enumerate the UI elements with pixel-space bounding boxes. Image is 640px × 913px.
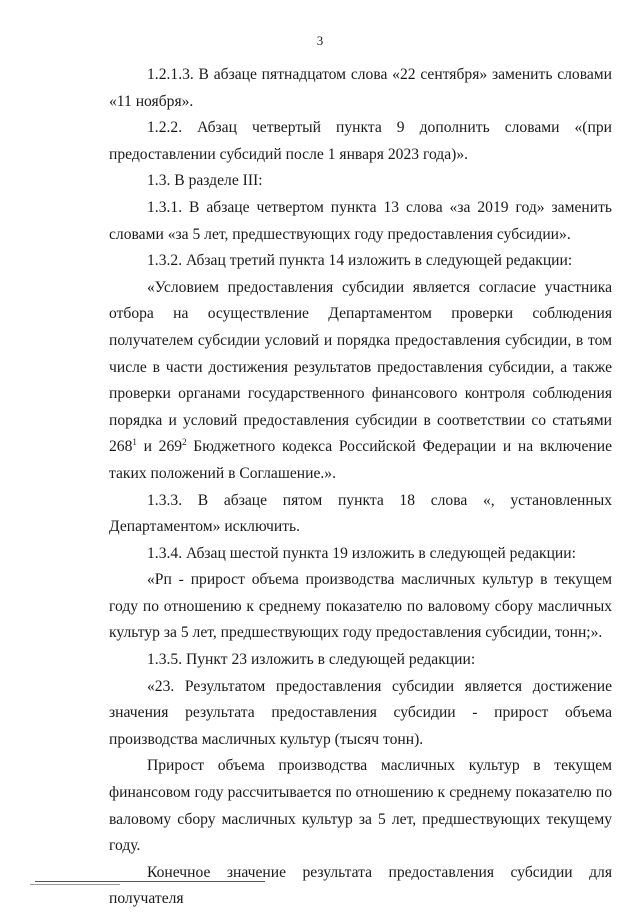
- paragraph-1-2-1-3: 1.2.1.3. В абзаце пятнадцатом слова «22 сентября» заменить словами «11 ноября».: [109, 66, 612, 110]
- paragraph-1-3-4: 1.3.4. Абзац шестой пункта 19 изложить в следующей редакции:: [147, 544, 576, 562]
- paragraph-1-3: 1.3. В разделе III:: [147, 172, 263, 190]
- paragraph-growth-calculation: Прирост объема производства масличных культур в текущем финансовом году рассчитывается по отношению к среднему показателю по валовому сбору масличных культур за 5 лет, предшествующих текущему году.: [109, 757, 612, 855]
- article-268-superscript: 1: [132, 437, 137, 448]
- footer-rule-faint: [30, 884, 120, 885]
- footer-rule: [35, 881, 265, 882]
- paragraph-quoted-rp: «Рп - прирост объема производства масличных культур в текущем году по отношению к среднему показателю по валовому сбору масличных культур за 5 лет, предшествующих году предоставления субсидии, тонн;».: [109, 571, 612, 642]
- quoted-condition-text-c: Бюджетного кодекса Российской Федерации и на включение таких положений в Соглашение.».: [109, 438, 612, 482]
- document-body: [109, 62, 612, 913]
- page-number: 3: [316, 33, 324, 48]
- paragraph-final-value: Конечное значение результата предоставления субсидии для получателя: [109, 863, 612, 908]
- paragraph-quoted-23: «23. Результатом предоставления субсидии является достижение значения результата предоставления субсидии - прирост объема производства масличных культур (тысяч тонн).: [109, 677, 612, 748]
- paragraph-1-3-3: 1.3.3. В абзаце пятом пункта 18 слова «, установленных Департаментом» исключить.: [109, 491, 612, 536]
- paragraph-1-2-2: 1.2.2. Абзац четвертый пункта 9 дополнить словами «(при предоставлении субсидий после 1 января 2023 года)».: [109, 119, 612, 163]
- quoted-condition-text-a: «Условием предоставления субсидии является согласие участника отбора на осуществление Департаментом проверки соблюдения получателем субсидии условий и порядка предоставления субсидии, в том числе в части достижения результатов предоставления субсидии, а также проверки органами государственного финансового контроля соблюдения порядка и условий предоставления субсидии в соответствии со статьями 268: [109, 278, 612, 456]
- paragraph-quoted-condition: [109, 275, 612, 488]
- article-269-superscript: 2: [182, 437, 187, 448]
- paragraph-1-3-1: 1.3.1. В абзаце четвертом пункта 13 слова «за 2019 год» заменить словами «за 5 лет, предшествующих году предоставления субсидии».: [109, 198, 612, 243]
- quoted-condition-text-b: и 269: [136, 438, 183, 456]
- paragraph-1-3-2: 1.3.2. Абзац третий пункта 14 изложить в следующей редакции:: [147, 252, 573, 270]
- paragraph-1-3-5: 1.3.5. Пункт 23 изложить в следующей редакции:: [147, 651, 476, 669]
